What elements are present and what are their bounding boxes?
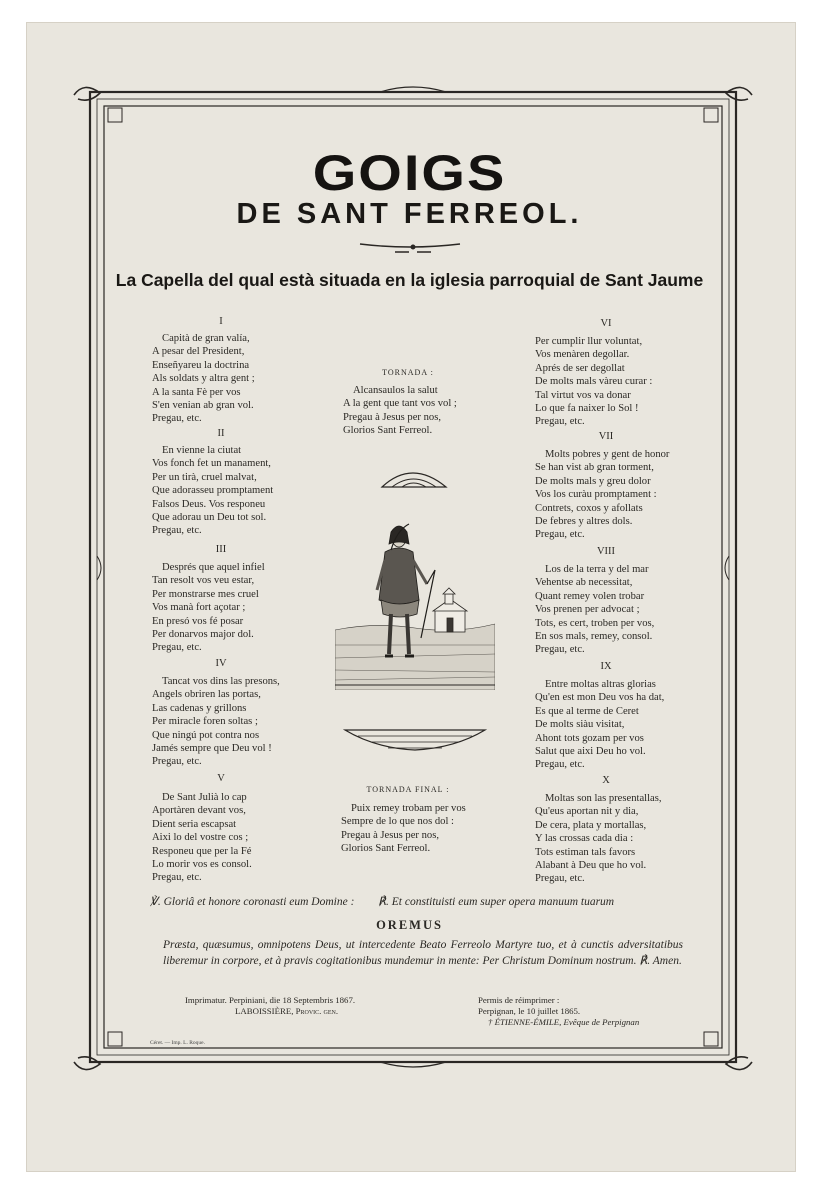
stanza-numeral: IV — [215, 658, 227, 669]
stanza-numeral: III — [215, 544, 227, 555]
versicle: ℣. Gloriâ et honore coronasti eum Domine : — [150, 896, 355, 908]
stanza-right-10: Moltas son las presentallas, Qu'eus aportan nit y dia, De cera, plata y mortallas, Y las crossas cada dia : Tots estiman tals favors Alabant à Deu que ho vol. Pregau, etc. — [535, 793, 662, 885]
stanza-left-3: Després que aquel infiel Tan resolt vos veu estar, Per monstrarse mes cruel Vos manà fort açotar ; En presó vos fé posar Per donarvos major dol. Pregau, etc. — [152, 562, 265, 654]
stanza-left-1: Capità de gran valía, A pesar del President, Enseñyareu la doctrina Als soldats y altra gent ; A la santa Fè per vos S'en venian ab gran vol. Pregau, etc. — [152, 333, 255, 425]
stanza-left-5: De Sant Julià lo cap Aportàren devant vos, Dient seria escapsat Aixi lo del vostre cos ; Responeu que per la Fé Lo morir vos es consol. Pregau, etc. — [152, 792, 252, 884]
tornada-stanza: Alcansaulos la salut A la gent que tant vos vol ; Pregau à Jesus per nos, Glorios Sant Ferreol. — [343, 385, 457, 437]
oremus-prayer: Præsta, quæsumus, omnipotens Deus, ut intercedente Beato Ferreolo Martyre tuo, et à cunctis adversitatibus liberemur in corpore, et à pravis cogitationibus mundemur in mente: Per Christum Dominum nostrum. ℟. Amen. — [163, 939, 683, 967]
stanza-numeral: VIII — [596, 546, 616, 557]
stanza-numeral: IX — [600, 661, 612, 672]
stanza-right-6: Per cumplir llur voluntat, Vos menàren degollar. Aprés de ser degollat De molts mals vàreu curar : Tal virtut vos va donar Lo que fa naixer lo Sol ! Pregau, etc. — [535, 336, 653, 428]
stanza-numeral: VII — [598, 431, 614, 442]
stanza-left-2: En vienne la ciutat Vos fonch fet un manament, Per un tirà, cruel malvat, Que adorasseu promptament Falsos Deus. Vos responeu Que adorau un Deu tot sol. Pregau, etc. — [152, 445, 274, 537]
stanza-numeral: X — [602, 775, 610, 786]
chapel-heading: La Capella del qual està situada en la iglesia parroquial de Sant Jaume — [115, 270, 704, 290]
printer-credit: Céret. — Imp. L. Roque. — [150, 1040, 205, 1046]
imprimatur-right: Permis de réimprimer : Perpignan, le 10 juillet 1865. † ÉTIENNE-ÉMILE, Evêque de Perpignan — [478, 995, 640, 1027]
stanza-numeral: VI — [600, 318, 612, 329]
saint-ferreol-illustration — [335, 510, 495, 690]
tornada-final-stanza: Puix remey trobam per vos Sempre de lo que nos dol : Pregau à Jesus per nos, Glorios Sant Ferreol. — [341, 803, 466, 855]
stanza-right-7: Molts pobres y gent de honor Se han vist ab gran torment, De molts mals y greu dolor Vos los curàu promptament : Contrets, coxos y afollats De febres y altres dols. Pregau, etc. — [535, 449, 670, 541]
stanza-numeral: I — [219, 316, 223, 327]
stanza-numeral: II — [217, 428, 225, 439]
versicle-line — [150, 894, 690, 908]
tornada-final-label: TORNADA FINAL : — [366, 785, 450, 794]
stanza-numeral: V — [217, 773, 225, 784]
imprimatur-left: Imprimatur. Perpiniani, die 18 Septembris 1867. LABOISSIÈRE, Provic. gen. — [185, 995, 356, 1016]
oremus-title: OREMUS — [376, 918, 443, 932]
page-title: GOIGS — [312, 144, 507, 201]
page-subtitle: DE SANT FERREOL. — [236, 198, 583, 230]
response: ℟. Et constituisti eum super opera manuum tuarum — [378, 896, 615, 908]
stanza-left-4: Tancat vos dins las presons, Angels obriren las portas, Las cadenas y grillons Per miracle foren soltas ; Que ningú pot contra nos Jamés sempre que Deu vol ! Pregau, etc. — [152, 676, 280, 768]
stanza-right-8: Los de la terra y del mar Vehentse ab necessitat, Quant remey volen trobar Vos prenen per advocat ; Tots, es cert, troben per vos, En sos mals, remey, consol. Pregau, etc. — [535, 564, 655, 656]
tornada-label: TORNADA : — [382, 368, 434, 377]
stanza-right-9: Entre moltas altras glorias Qu'en est mon Deu vos ha dat, Es que al terme de Ceret De molts siàu visitat, Ahont tots gozam per vos Salut que aixi Deu ho vol. Pregau, etc. — [535, 679, 665, 771]
